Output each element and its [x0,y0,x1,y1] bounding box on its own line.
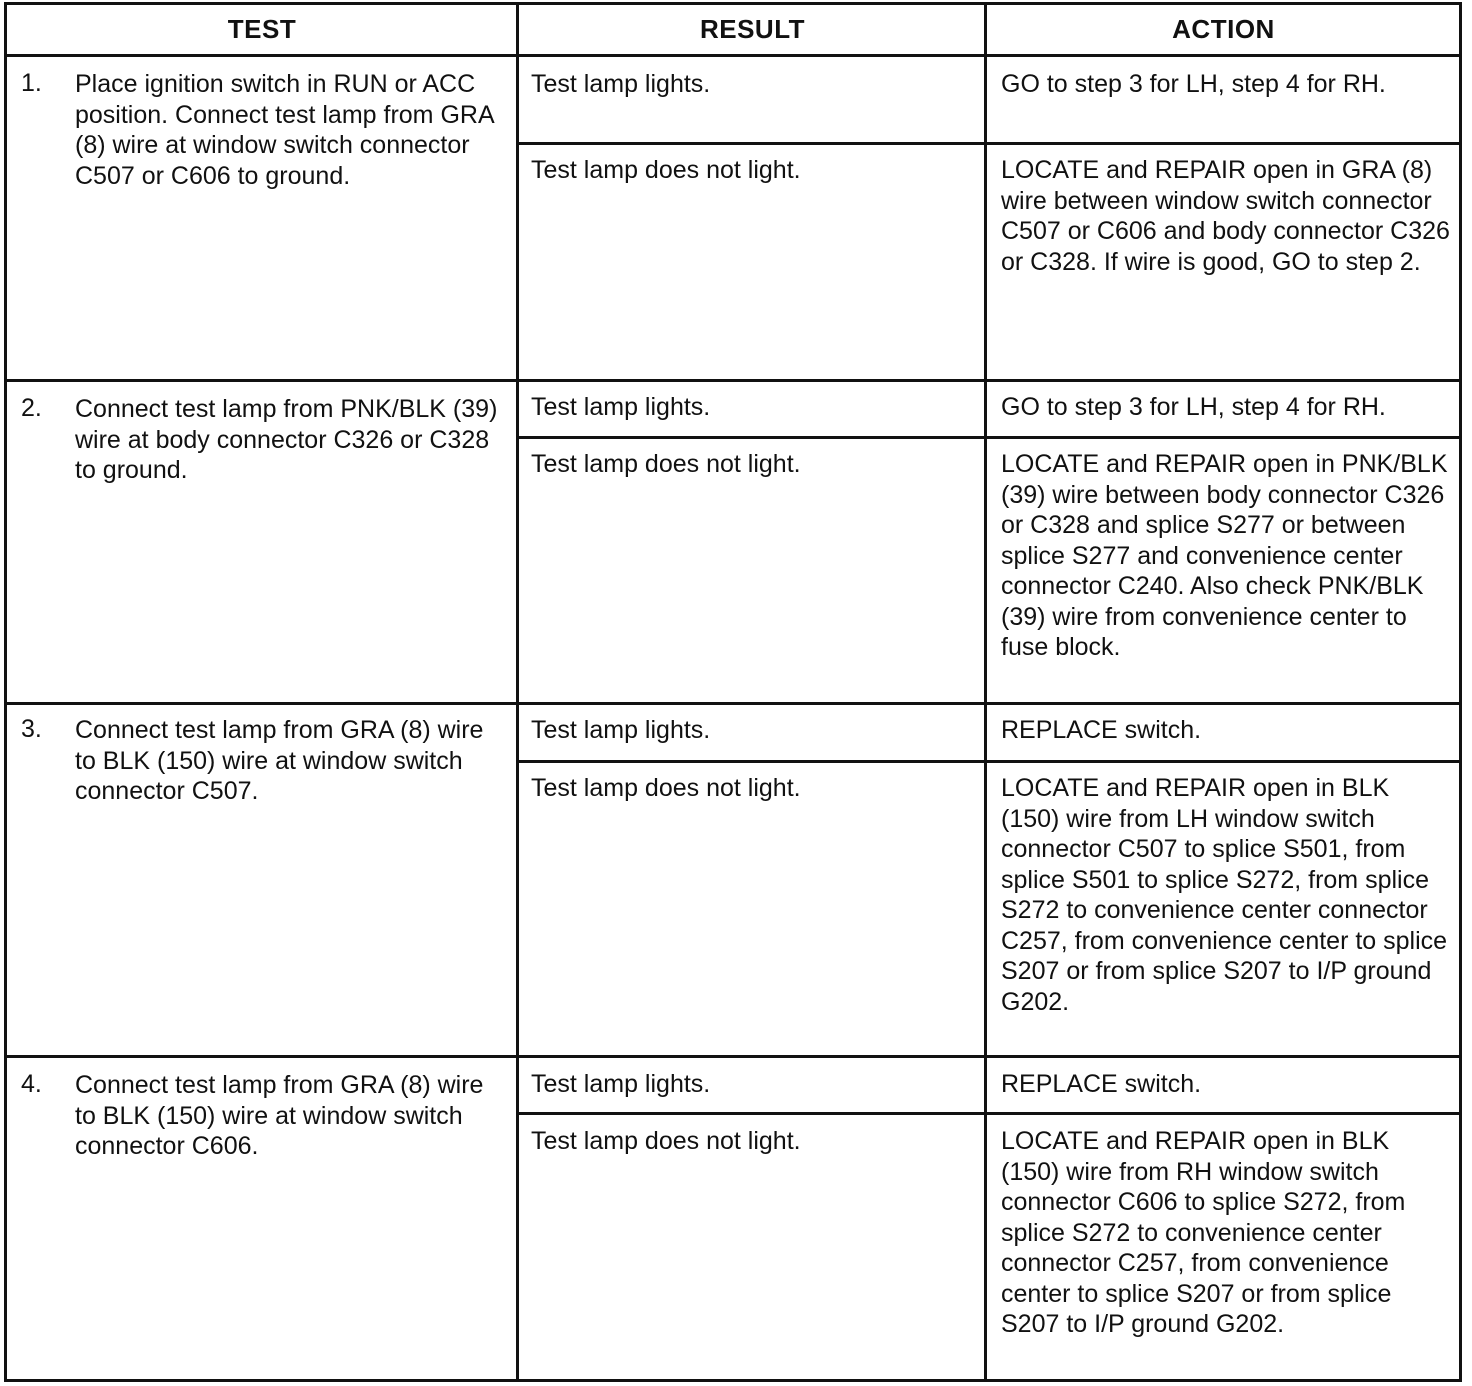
result-text: Test lamp does not light. [531,1127,801,1155]
result-text: Test lamp lights. [531,393,711,421]
table-row-step-4 [7,1058,1459,1379]
action-text: REPLACE switch. [1001,1070,1202,1098]
step-number: 2. [21,394,42,422]
action-text: LOCATE and REPAIR open in GRA (8) wire between window switch connector C507 or C606 and body connector C326 or C328. If wire is good, GO to step 2. [1001,156,1450,276]
step-number: 3. [21,715,42,743]
step-test-text: Connect test lamp from PNK/BLK (39) wire at body connector C326 or C328 to ground. [75,395,498,484]
table-row-step-3 [7,705,1459,1058]
result-text: Test lamp lights. [531,70,711,98]
result-row-no-light [519,145,1459,379]
step-number: 1. [21,69,42,97]
action-text: LOCATE and REPAIR open in BLK (150) wire from LH window switch connector C507 to splice S501, from splice S501 to splice S272, from splice S272 to convenience center connector C257, from convenience center to splice S207 or from splice S207 to I/P ground G202. [1001,774,1448,1016]
action-text: LOCATE and REPAIR open in BLK (150) wire from RH window switch connector C606 to splice S272, from splice S272 to convenience center connector C257, from convenience center to splice S207 or from splice S207 to I/P ground G202. [1001,1127,1406,1338]
action-text: GO to step 3 for LH, step 4 for RH. [1001,393,1386,421]
result-row-no-light [519,763,1459,1055]
result-row-lights [519,382,1459,439]
result-row-no-light [519,439,1459,702]
table-header-row [7,5,1459,57]
result-row-lights [519,705,1459,763]
action-text: GO to step 3 for LH, step 4 for RH. [1001,70,1386,98]
result-row-lights [519,1058,1459,1115]
step-test-text: Connect test lamp from GRA (8) wire to BLK (150) wire at window switch connector C606. [75,1071,484,1160]
result-text: Test lamp does not light. [531,450,801,478]
step-test-text: Connect test lamp from GRA (8) wire to BLK (150) wire at window switch connector C507. [75,716,484,805]
header-result: RESULT [699,14,806,44]
step-number: 4. [21,1070,42,1098]
table-row-step-2 [7,382,1459,705]
result-text: Test lamp lights. [531,716,711,744]
header-test: TEST [227,14,297,44]
result-row-lights [519,57,1459,145]
diagnostic-table [4,2,1462,1382]
result-text: Test lamp does not light. [531,774,801,802]
action-text: REPLACE switch. [1001,716,1202,744]
table-row-step-1 [7,57,1459,382]
header-action: ACTION [1172,14,1275,44]
action-text: LOCATE and REPAIR open in PNK/BLK (39) wire between body connector C326 or C328 and splice S277 or between splice S277 and convenience center connector C240. Also check PNK/BLK (39) wire from convenience center to fuse block. [1001,450,1448,661]
result-text: Test lamp does not light. [531,156,801,184]
result-text: Test lamp lights. [531,1070,711,1098]
step-test-text: Place ignition switch in RUN or ACC position. Connect test lamp from GRA (8) wire at window switch connector C507 or C606 to ground. [75,70,494,190]
result-row-no-light [519,1115,1459,1379]
